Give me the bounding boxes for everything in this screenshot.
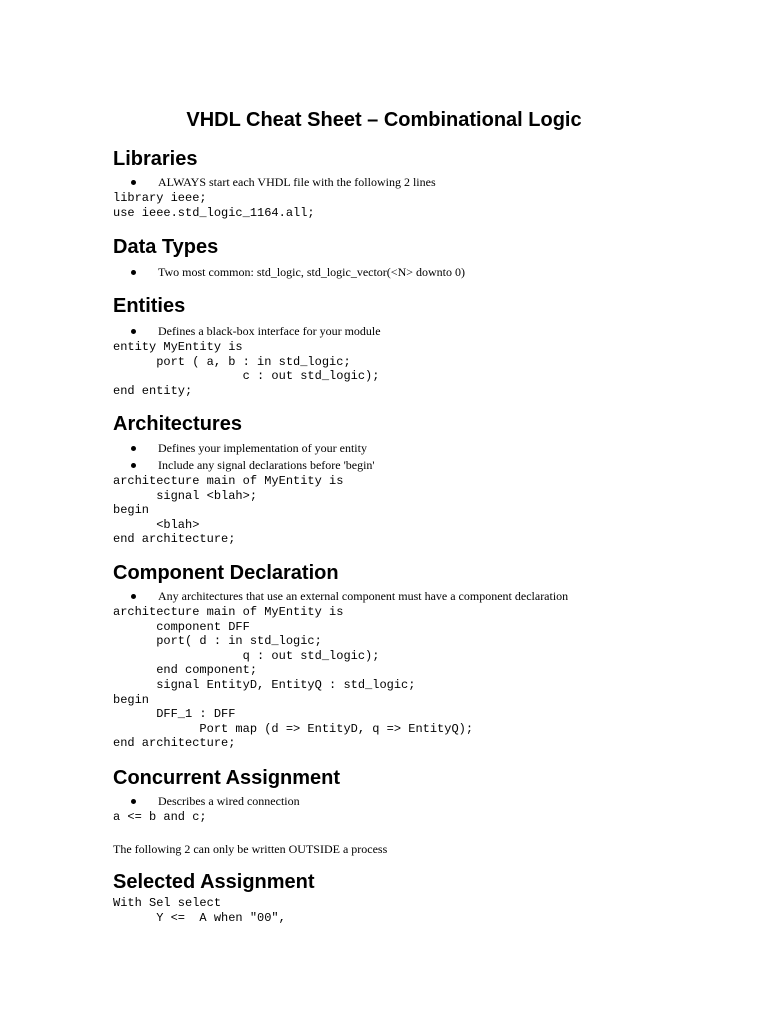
page-title: VHDL Cheat Sheet – Combinational Logic [186, 109, 582, 131]
bullet-dot-icon [131, 463, 136, 468]
code-block: library ieee; use ieee.std_logic_1164.all; [113, 191, 315, 220]
bullet-item: Defines a black-box interface for your module [113, 323, 733, 340]
section-heading: Data Types [113, 236, 219, 258]
bullet-list [113, 440, 733, 474]
bullet-dot-icon [131, 180, 136, 185]
section-data-types [113, 234, 733, 281]
section-heading: Selected Assignment [113, 871, 315, 893]
section-heading: Component Declaration [113, 562, 339, 584]
code-block: a <= b and c; [113, 810, 207, 824]
bullet-item: Defines your implementation of your entity [113, 440, 733, 457]
section-heading: Libraries [113, 148, 198, 170]
bullet-item: Include any signal declarations before 'begin' [113, 457, 733, 474]
bullet-item: Two most common: std_logic, std_logic_vector(<N> downto 0) [113, 264, 733, 281]
section-entities [113, 293, 733, 398]
section-architectures [113, 411, 733, 547]
bullet-item: Describes a wired connection [113, 793, 733, 810]
code-block: architecture main of MyEntity is component DFF port( d : in std_logic; q : out std_logic); end component; signal EntityD, EntityQ : std_logic; begin DFF_1 : DFF Port map (d => EntityD, q => EntityQ); end architecture; [113, 605, 474, 751]
code-block: entity MyEntity is port ( a, b : in std_logic; c : out std_logic); end entity; [113, 340, 380, 398]
section-heading: Entities [113, 295, 186, 317]
bullet-dot-icon [131, 799, 136, 804]
bullet-item: Any architectures that use an external component must have a component declaration [113, 588, 733, 605]
bullet-list [113, 174, 733, 191]
note-paragraph: The following 2 can only be written OUTSIDE a process [113, 841, 388, 856]
bullet-list [113, 793, 733, 810]
bullet-dot-icon [131, 270, 136, 275]
bullet-list [113, 323, 733, 340]
section-component-declaration [113, 560, 733, 751]
section-heading: Concurrent Assignment [113, 767, 341, 789]
bullet-dot-icon [131, 446, 136, 451]
bullet-dot-icon [131, 594, 136, 599]
bullet-item: ALWAYS start each VHDL file with the following 2 lines [113, 174, 733, 191]
section-heading: Architectures [113, 413, 242, 435]
code-block: With Sel select Y <= A when "00", [113, 896, 286, 925]
section-concurrent-assignment [113, 765, 733, 858]
section-selected-assignment [113, 869, 733, 925]
code-block: architecture main of MyEntity is signal <blah>; begin <blah> end architecture; [113, 474, 344, 547]
bullet-list [113, 588, 733, 605]
bullet-list [113, 264, 733, 281]
section-libraries [113, 146, 733, 220]
bullet-dot-icon [131, 329, 136, 334]
